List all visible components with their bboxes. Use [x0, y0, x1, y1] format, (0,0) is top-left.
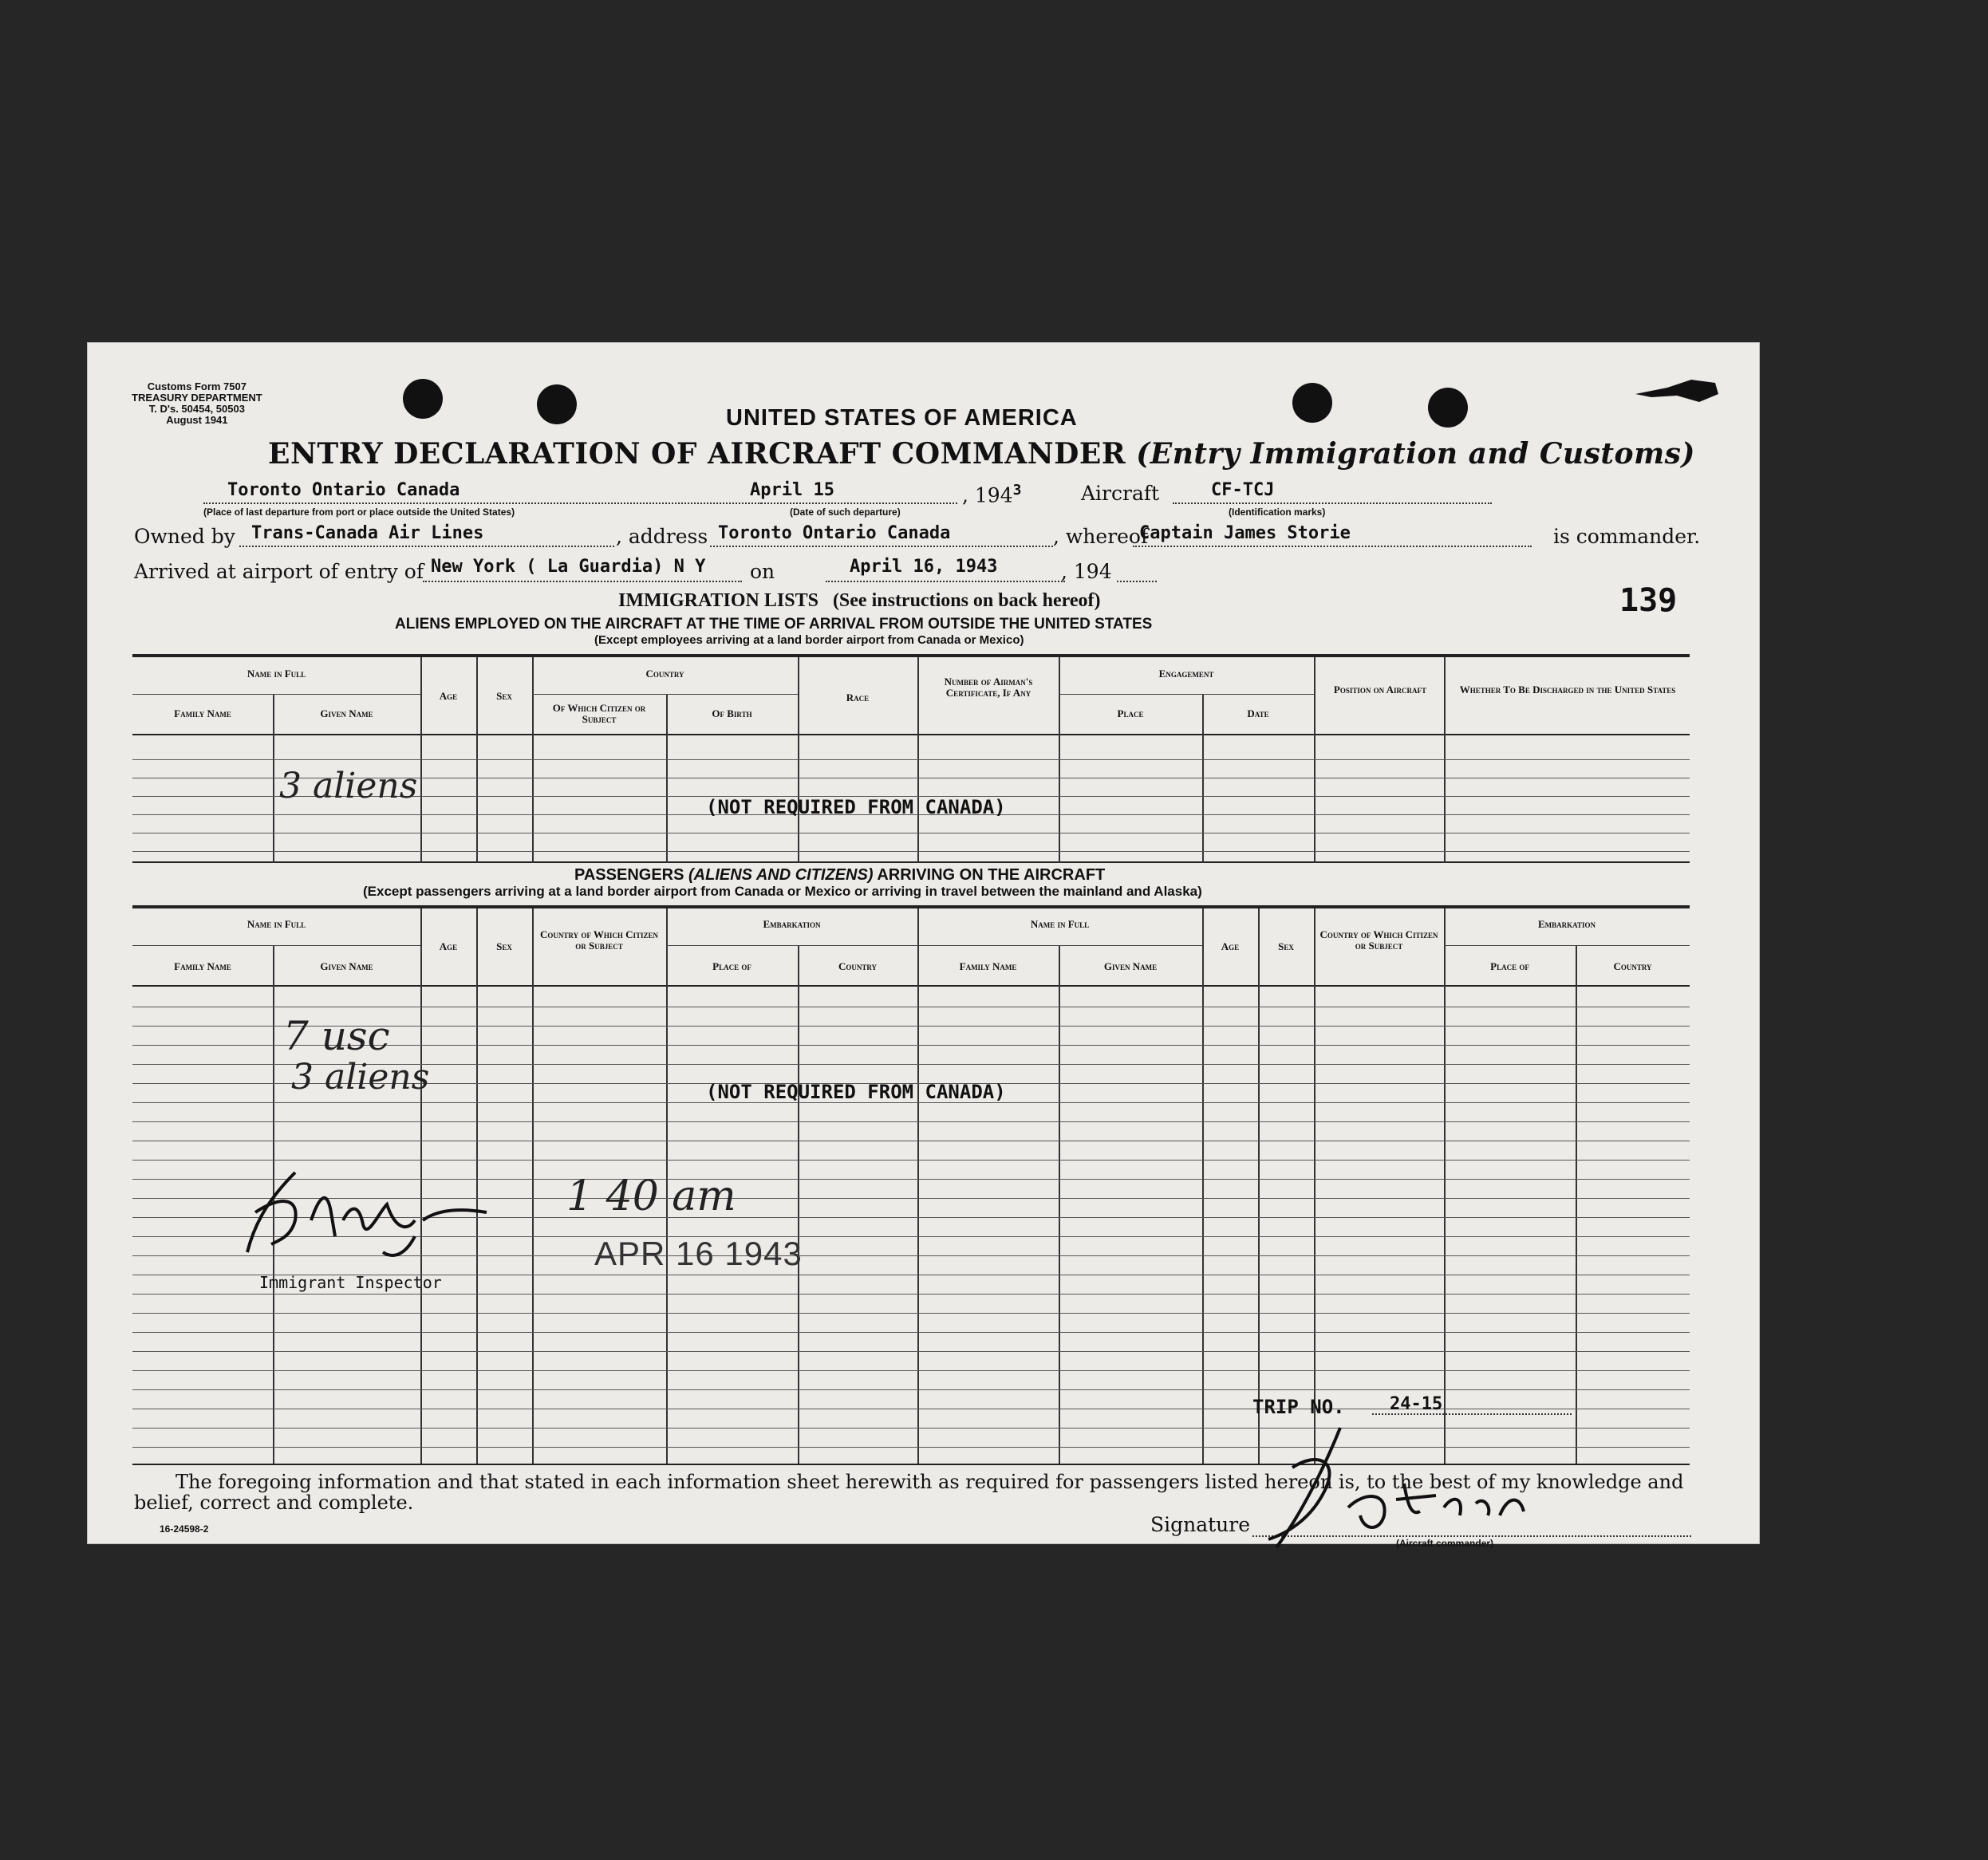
departure-date-caption: (Date of such departure)	[790, 506, 901, 518]
underline	[1117, 581, 1157, 582]
owned-by-label: Owned by	[134, 525, 235, 548]
underline	[239, 546, 614, 547]
row-line	[532, 694, 798, 695]
header-place-of-2: Place of	[1490, 960, 1529, 972]
immigration-note: (Except employees arriving at a land border airport from Canada or Mexico)	[594, 633, 1024, 647]
entry-declaration-form	[88, 343, 1759, 1549]
form-date: August 1941	[166, 414, 228, 426]
arrival-date: April 16, 1943	[850, 557, 998, 577]
underline	[1372, 1413, 1572, 1415]
commander-name: Captain James Storie	[1139, 523, 1351, 543]
arrival-airport: New York ( La Guardia) N Y	[431, 557, 706, 577]
header-given-name: Given Name	[320, 707, 373, 719]
underline	[742, 502, 957, 504]
header-age: Age	[439, 940, 458, 952]
header-given-name-2: Given Name	[1103, 960, 1158, 972]
whereof-label: , whereof	[1053, 525, 1149, 548]
page-number: 139	[1619, 582, 1678, 619]
date-stamp: APR 16 1943	[594, 1235, 803, 1272]
passengers-title-main: PASSENGERS	[574, 866, 684, 884]
certification-statement: The foregoing information and that stated in each information sheet herewith as required for passengers listed hereon is, to the best of my knowledge and belief, correct and complete.	[134, 1471, 1684, 1514]
column-line	[1202, 908, 1204, 1464]
row-line	[132, 945, 420, 946]
passengers-title-rest: ARRIVING ON THE AIRCRAFT	[877, 866, 1106, 884]
header-engagement-place: Place	[1117, 707, 1144, 719]
not-required-note: (NOT REQUIRED FROM CANADA)	[706, 796, 1006, 818]
header-family-name-2: Family Name	[959, 960, 1017, 972]
form-title-main: ENTRY DECLARATION OF AIRCRAFT COMMANDER	[268, 437, 1126, 471]
table-row	[132, 1121, 1690, 1122]
header-country: Country	[838, 960, 878, 972]
header-sex: Sex	[496, 940, 512, 952]
form-number: Customs Form 7507	[147, 380, 247, 392]
underline	[710, 546, 1053, 547]
header-country: Country	[645, 668, 684, 680]
column-line	[1059, 945, 1060, 1464]
table-rule	[132, 654, 1690, 657]
column-line	[1258, 908, 1260, 1464]
departure-place: Toronto Ontario Canada	[227, 480, 460, 500]
immigration-title	[618, 590, 1100, 612]
immigration-title-main: IMMIGRATION LISTS	[618, 590, 818, 611]
row-line	[917, 945, 1202, 946]
header-citizen-of-2: Country of Which Citizen or Subject	[1319, 928, 1438, 952]
not-required-note: (NOT REQUIRED FROM CANADA)	[706, 1081, 1006, 1103]
column-line	[1444, 908, 1446, 1464]
row-line	[132, 694, 420, 695]
arrival-year-label: , 194	[1061, 560, 1112, 583]
handwritten-aliens-count: 3 aliens	[291, 1057, 430, 1097]
row-line	[1444, 945, 1690, 946]
header-given-name: Given Name	[320, 960, 373, 972]
year-suffix: 3	[1012, 482, 1022, 498]
row-line	[1059, 694, 1314, 695]
header-embarkation: Embarkation	[763, 918, 821, 930]
underline	[203, 502, 762, 504]
inspector-signature	[223, 1164, 558, 1260]
year-prefix: , 194	[962, 483, 1013, 507]
departure-place-caption: (Place of last departure from port or place outside the United States)	[203, 506, 515, 518]
column-line	[917, 908, 919, 1464]
column-line	[1576, 945, 1577, 1464]
table-row	[132, 759, 1690, 760]
form-id-block	[132, 381, 262, 426]
underline	[423, 581, 742, 582]
print-code: 16-24598-2	[160, 1523, 209, 1535]
table-rule	[132, 734, 1690, 735]
aircraft-id: CF-TCJ	[1211, 480, 1275, 500]
header-name-in-full: Name in Full	[247, 668, 306, 680]
aircraft-caption: (Identification marks)	[1229, 506, 1326, 518]
header-position: Position on Aircraft	[1333, 684, 1427, 696]
passengers-title-italic: (ALIENS AND CITIZENS)	[688, 866, 874, 884]
country-title: UNITED STATES OF AMERICA	[726, 405, 1078, 431]
punch-hole	[1428, 388, 1468, 428]
on-label: on	[750, 560, 775, 583]
table-row	[132, 1370, 1690, 1371]
header-family-name: Family Name	[174, 960, 231, 972]
header-engagement-date: Date	[1247, 707, 1269, 719]
arrived-label: Arrived at airport of entry of	[134, 560, 424, 583]
underline	[826, 581, 1065, 582]
immigration-subtitle: ALIENS EMPLOYED ON THE AIRCRAFT AT THE TIME OF ARRIVAL FROM OUTSIDE THE UNITED STATES	[395, 616, 1153, 632]
header-place-of: Place of	[712, 960, 751, 972]
header-citizen-of: Country of Which Citizen or Subject	[540, 928, 658, 952]
punch-hole	[403, 379, 443, 419]
column-line	[798, 945, 799, 1464]
header-engagement: Engagement	[1158, 668, 1214, 680]
table-rule	[132, 985, 1690, 987]
table-row	[132, 851, 1690, 852]
table-row	[132, 1294, 1690, 1295]
table-row	[132, 1351, 1690, 1352]
header-age: Age	[439, 690, 458, 702]
signature-label: Signature	[1150, 1513, 1251, 1536]
underline	[1133, 546, 1532, 547]
table-rule	[132, 905, 1690, 908]
header-of-birth: Of Birth	[712, 707, 752, 719]
td-reference: T. D's. 50454, 50503	[148, 403, 245, 415]
form-title	[268, 437, 1695, 471]
header-sex-2: Sex	[1278, 940, 1294, 952]
owner-address: Toronto Ontario Canada	[718, 523, 951, 543]
signature-caption: (Aircraft commander)	[1396, 1538, 1494, 1549]
passengers-note: (Except passengers arriving at a land border airport from Canada or Mexico or arriving in travel between the mainland and Alaska)	[363, 884, 1202, 899]
header-age-2: Age	[1221, 940, 1240, 952]
header-name-in-full: Name in Full	[247, 918, 306, 930]
table-rule	[132, 861, 1690, 863]
header-airman-cert: Number of Airman's Certificate, If Any	[944, 676, 1033, 699]
torn-corner-mark	[1635, 376, 1723, 408]
aircraft-label: Aircraft	[1081, 482, 1160, 505]
address-label: , address	[616, 525, 708, 548]
header-race: Race	[846, 692, 870, 703]
form-title-italic: (Entry Immigration and Customs)	[1136, 437, 1695, 471]
handwritten-usc-count: 7 usc	[283, 1013, 390, 1059]
header-country-2: Country	[1613, 960, 1652, 972]
is-commander-label: is commander.	[1553, 525, 1701, 548]
commander-signature	[1244, 1420, 1643, 1555]
punch-hole	[537, 384, 577, 424]
trip-number: 24-15	[1390, 1394, 1443, 1414]
immigration-title-note: (See instructions on back hereof)	[832, 590, 1101, 611]
departure-date: April 15	[750, 480, 834, 500]
trip-number-label: TRIP NO.	[1252, 1396, 1345, 1418]
punch-hole	[1292, 383, 1332, 423]
department-name: TREASURY DEPARTMENT	[132, 392, 262, 404]
header-embarkation-2: Embarkation	[1537, 918, 1596, 930]
handwritten-time: 1 40 am	[566, 1172, 736, 1220]
header-name-in-full-2: Name in Full	[1030, 918, 1090, 930]
table-row	[132, 1313, 1690, 1314]
header-family-name: Family Name	[174, 707, 231, 719]
table-row	[132, 1332, 1690, 1333]
column-line	[1314, 908, 1315, 1464]
table-row	[132, 1160, 1690, 1161]
owner-name: Trans-Canada Air Lines	[251, 523, 484, 543]
table-row	[132, 1389, 1690, 1390]
passengers-title	[574, 866, 1105, 885]
header-discharged: Whether To Be Discharged in the United States	[1459, 684, 1676, 696]
header-citizen-of: Of Which Citizen or Subject	[552, 702, 646, 725]
header-sex: Sex	[496, 690, 512, 702]
row-line	[666, 945, 917, 946]
year-label	[962, 482, 1021, 506]
underline	[1173, 502, 1492, 504]
handwritten-aliens-count: 3 aliens	[279, 766, 418, 806]
inspector-label: Immigrant Inspector	[259, 1273, 442, 1292]
